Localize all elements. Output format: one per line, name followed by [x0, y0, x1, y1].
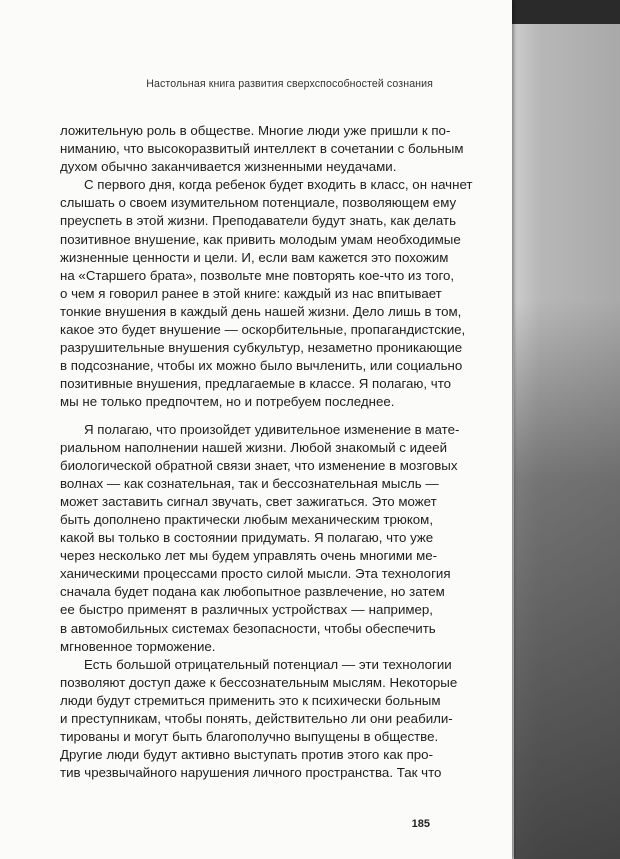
- text-line: разрушительные внушения субкультур, незаметно проникающие: [60, 340, 463, 356]
- text-line: С первого дня, когда ребенок будет входить в класс, он начнет: [84, 177, 473, 193]
- text-line: ниманию, что высокоразвитый интеллект в сочетании с больным: [60, 141, 464, 157]
- text-line: духом обычно заканчивается жизненными неудачами.: [60, 159, 397, 175]
- text-line: какое это будет внушение — оскорбительные, пропагандистские,: [60, 322, 466, 338]
- text-line: ложительную роль в обществе. Многие люди уже пришли к по-: [60, 123, 451, 138]
- text-line: преуспеть в этой жизни. Преподаватели будут знать, как делать: [60, 213, 457, 229]
- text-line: сначала будет подана как любопытное развлечение, но затем: [60, 584, 445, 600]
- running-head: Настольная книга развития сверхспособностей сознания: [146, 78, 433, 90]
- text-line: Другие люди будут активно выступать против этого как про-: [60, 747, 433, 763]
- text-line: ханическими процессами просто силой мысли. Эта технология: [60, 566, 451, 582]
- text-line: тированы и могут быть благополучно выпущены в обществе.: [60, 729, 439, 745]
- text-line: быть дополнено практически любым механическим трюком,: [60, 511, 434, 527]
- text-line: может заставить сигнал звучать, свет зажигаться. Это может: [60, 493, 437, 509]
- text-line: ее быстро применят в различных устройствах — например,: [60, 602, 433, 618]
- text-line: позитивное внушение, как привить молодым умам необходимые: [60, 231, 461, 247]
- text-line: мы не только предпочтем, но и потребуем последнее.: [60, 394, 395, 410]
- text-line: какой вы только в состоянии придумать. Я полагаю, что уже: [60, 530, 434, 546]
- book-edge-shadow: [514, 300, 620, 859]
- paragraph: [60, 421, 460, 656]
- paragraph: [60, 656, 458, 783]
- text-line: позитивные внушения, предлагаемые в классе. Я полагаю, что: [60, 376, 452, 392]
- text-line: позволяют доступ даже к бессознательным мыслям. Некоторые: [60, 674, 458, 690]
- text-line: мгновенное торможение.: [60, 638, 216, 654]
- text-line: о чем я говорил ранее в этой книге: каждый из нас впитывает: [60, 285, 442, 301]
- text-line: волнах — как сознательная, так и бессознательная мысль —: [60, 475, 439, 491]
- text-line: люди будут стремиться применить это к психически больным: [60, 692, 441, 708]
- text-line: в подсознание, чтобы их можно было вычленить, или социально: [60, 358, 463, 374]
- text-line: Я полагаю, что произойдет удивительное изменение в мате-: [84, 421, 460, 437]
- text-line: в автомобильных системах безопасности, чтобы обеспечить: [60, 620, 436, 636]
- text-line: через несколько лет мы будем управлять очень многими ме-: [60, 548, 438, 564]
- text-line: биологической обратной связи знает, что изменение в мозговых: [60, 457, 458, 473]
- paragraph-gap: [60, 412, 433, 421]
- text-line: тонкие внушения в каждый день нашей жизни. Дело лишь в том,: [60, 303, 462, 319]
- text-line: тив чрезвычайного нарушения личного пространства. Так что: [60, 765, 442, 781]
- text-line: слышать о своем изумительном потенциале, позволяющем ему: [60, 195, 457, 211]
- text-line: риальном наполнении нашей жизни. Любой знакомый с идеей: [60, 439, 448, 455]
- paragraph: [60, 122, 464, 176]
- text-line: на «Старшего брата», позвольте мне повторять кое-что из того,: [60, 267, 455, 283]
- text-line: жизненные ценности и цели. И, если вам кажется это похожим: [60, 249, 449, 265]
- page-number: 185: [411, 818, 430, 830]
- paragraph: [60, 176, 473, 411]
- body-text: [60, 122, 473, 782]
- text-line: Есть большой отрицательный потенциал — эти технологии: [84, 656, 452, 672]
- text-line: и преступникам, чтобы понять, действительно ли они реабили-: [60, 711, 453, 726]
